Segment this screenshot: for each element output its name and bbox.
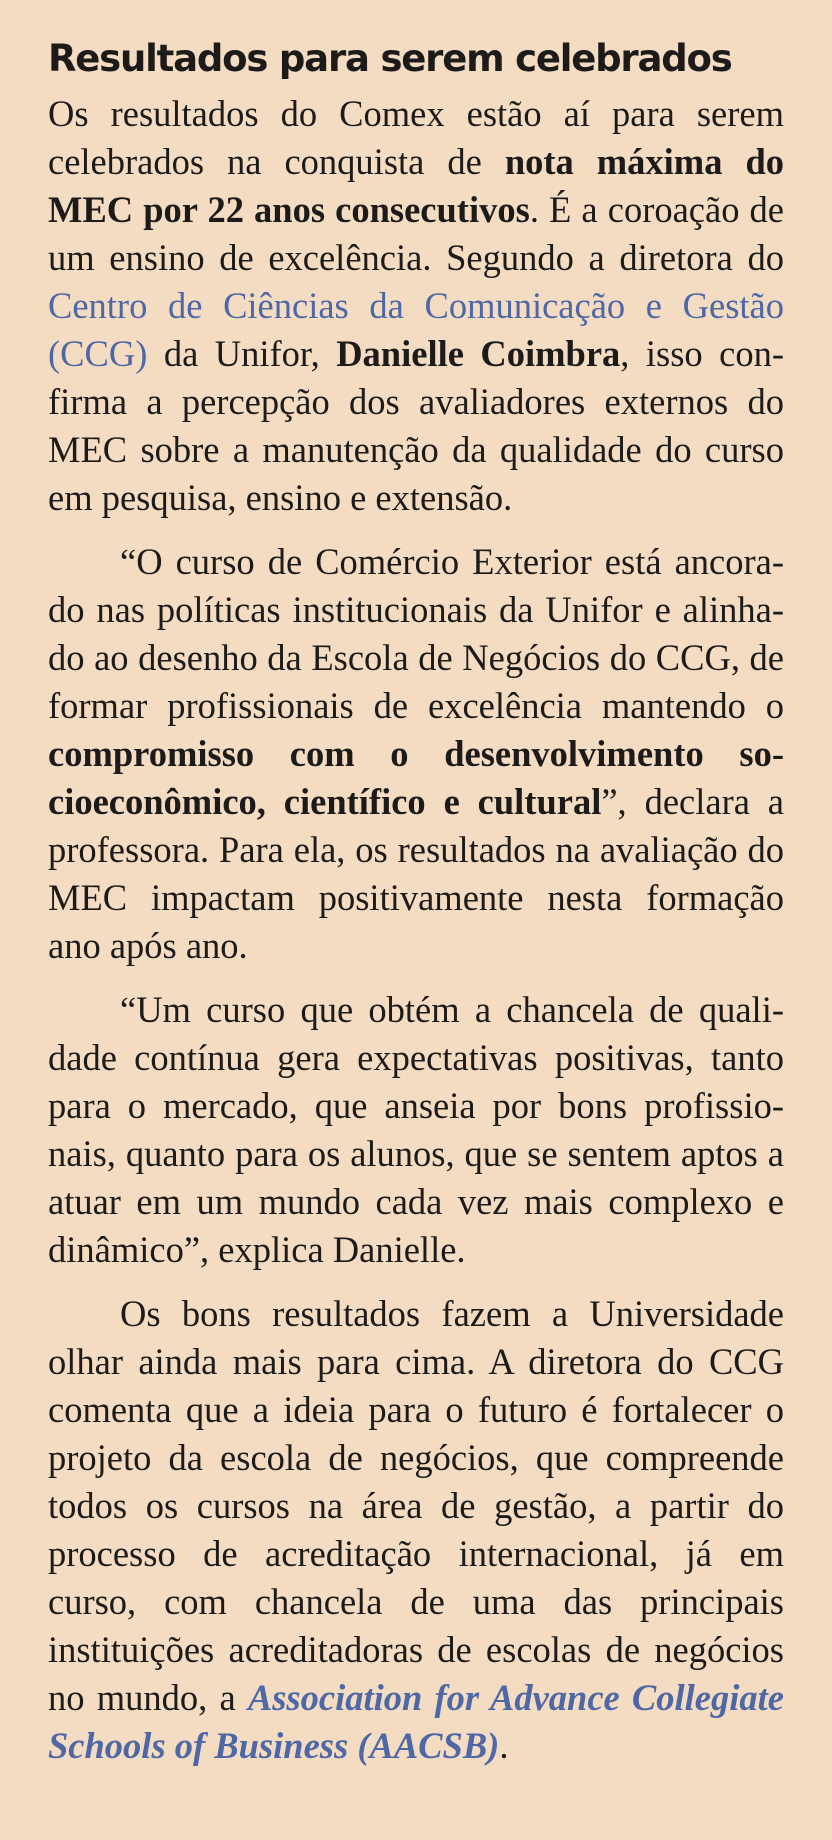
- paragraph-1-text-2: . É a coroação de um ensino de excelência. Segundo a diretora do: [48, 189, 784, 278]
- paragraph-4-text-2: .: [499, 1725, 509, 1766]
- paragraph-3: [48, 986, 784, 1274]
- paragraph-1-text-4: , isso confirma a percepção dos avaliadores externos do MEC sobre a manutenção da qualidade do curso em pesquisa, ensino e extensão.: [48, 333, 785, 518]
- paragraph-2-text-2: ”, declara a professora. Para ela, os resultados na avaliação do MEC impactam positivamente nesta formação ano após ano.: [48, 781, 785, 966]
- paragraph-2-text-1: “O curso de Comércio Exterior está ancorado nas políticas institucionais da Unifor e alinhado ao desenho da Escola de Negócios do CCG, de formar profissionais de excelência mantendo o: [48, 541, 784, 726]
- paragraph-2: [48, 538, 784, 970]
- paragraph-4: [48, 1290, 784, 1770]
- paragraph-1: [48, 90, 784, 522]
- paragraph-3-text-1: “Um curso que obtém a chancela de qualidade contínua gera expectativas positivas, tanto para o mercado, que anseia por bons profissionais, quanto para os alunos, que se sentem aptos a atuar em um mundo cada vez mais complexo e dinâmico”, explica Danielle.: [48, 989, 784, 1270]
- paragraph-1-text-3: da Unifor,: [147, 333, 337, 374]
- paragraph-4-text-1: Os bons resultados fazem a Universidade olhar ainda mais para cima. A diretora do CCG comenta que a ideia para o futuro é fortalecer o projeto da escola de negócios, que compreende todos os cursos na área de gestão, a partir do processo de acreditação internacional, já em curso, com chancela de uma das principais instituições acreditadoras de escolas de negócios no mundo, a: [48, 1293, 784, 1718]
- ccg-link[interactable]: Centro de Ciências da Comunicação e Gestão (CCG): [48, 285, 784, 374]
- paragraph-2-bold-1: compromisso com o desenvolvimento socioeconômico, científico e cultural: [48, 733, 784, 822]
- paragraph-1-text-1: Os resultados do Comex estão aí para serem celebrados na conquista de: [48, 93, 784, 182]
- aacsb-link[interactable]: Association for Advance Collegiate Schools of Business (AACSB): [48, 1677, 784, 1766]
- paragraph-1-bold-2: Danielle Coimbra: [336, 333, 621, 374]
- article-heading: Resultados para serem celebrados: [48, 37, 732, 80]
- paragraph-1-bold-1: nota máxima do MEC por 22 anos consecutivos: [48, 141, 784, 230]
